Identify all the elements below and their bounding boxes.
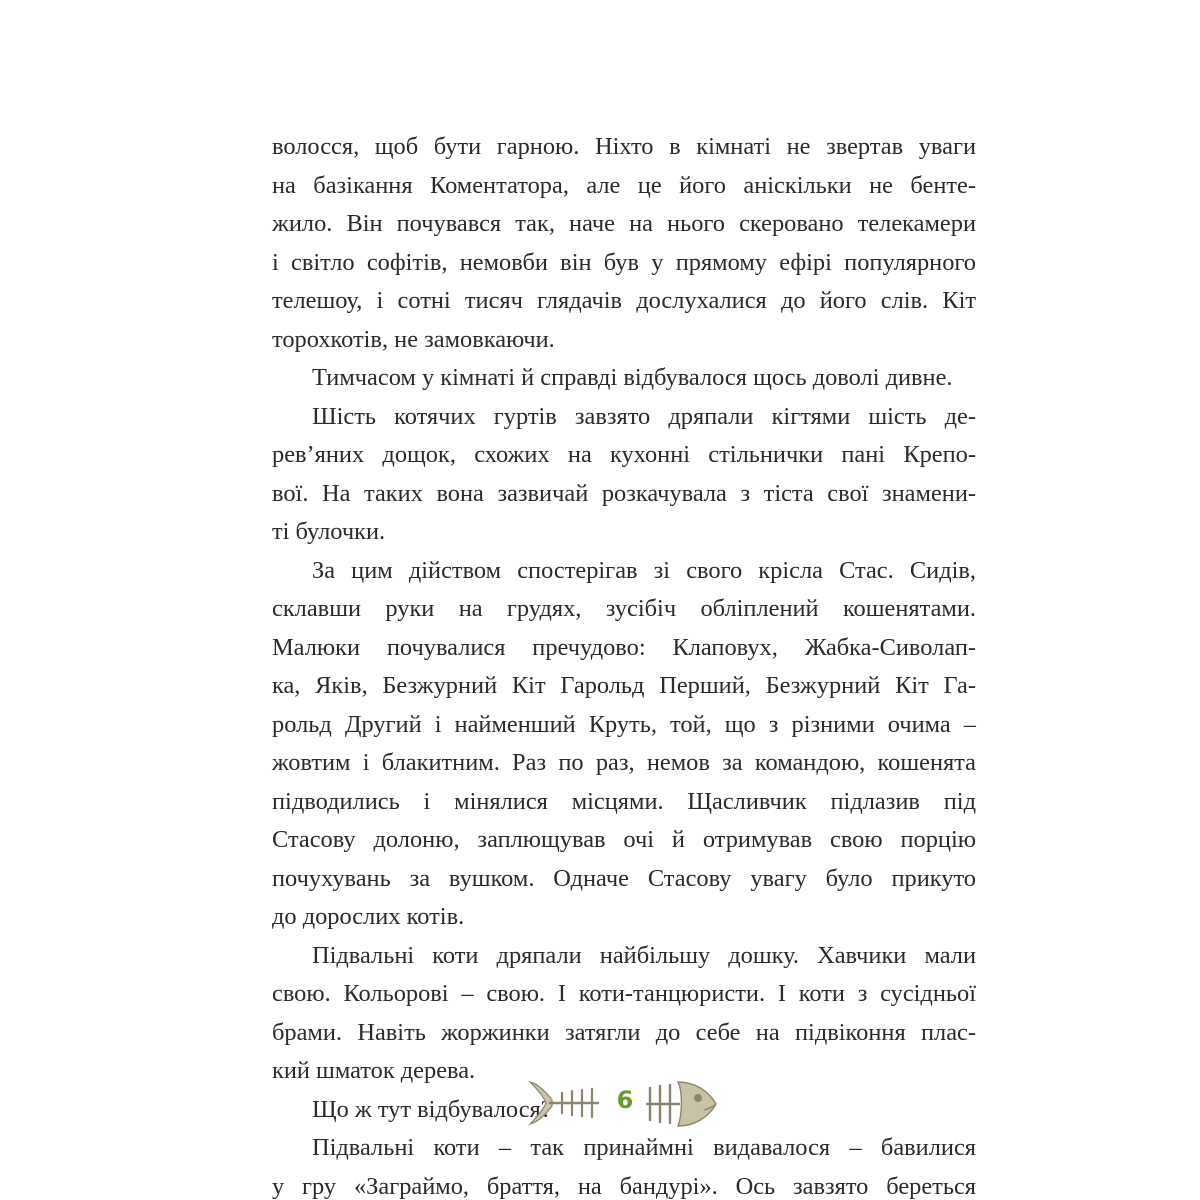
text-line: кий шматок дерева. <box>272 1057 476 1084</box>
text-line: Стасову долоню, заплющував очі й отримував свою порцію <box>272 826 976 853</box>
text-line: Підвальні коти дряпали найбільшу дошку. Хавчики мали <box>312 941 976 969</box>
text-line: свою. Кольорові – свою. І коти-танцюристи. І коти з сусідньої <box>272 980 976 1007</box>
page-number: 6 <box>616 1086 634 1114</box>
page-footer <box>528 1076 728 1156</box>
text-line: рев’яних дощок, схожих на кухонні стільнички пані Крепо- <box>272 441 976 468</box>
text-line: почухувань за вушком. Одначе Стасову увагу було прикуто <box>272 864 976 892</box>
text-line: торохкотів, не замовкаючи. <box>272 325 555 353</box>
text-line: у гру «Заграймо, браття, на бандурі». Ось завзято береться <box>272 1172 976 1200</box>
text-line: рольд Другий і найменший Круть, той, що з різними очима – <box>272 710 976 738</box>
text-line: Малюки почувалися пречудово: Клаповух, Жабка-Сиволап- <box>272 633 976 661</box>
text-line: і світло софітів, немовби він був у прямому ефірі популярного <box>272 248 976 276</box>
text-line: ка, Яків, Безжурний Кіт Гарольд Перший, Безжурний Кіт Га- <box>272 672 976 699</box>
body-text <box>272 128 976 1200</box>
text-line: Підвальні коти – так принаймні видавалося – бавилися <box>312 1134 976 1161</box>
text-line: За цим дійством спостерігав зі свого крісла Стас. Сидів, <box>312 556 976 584</box>
text-line: до дорослих котів. <box>272 903 465 930</box>
text-line: вої. На таких вона зазвичай розкачувала з тіста свої знамени- <box>272 479 976 507</box>
text-line: ті булочки. <box>272 518 386 545</box>
text-line: склавши руки на грудях, зусібіч обліплений кошенятами. <box>272 595 976 622</box>
text-line: жило. Він почувався так, наче на нього скеровано телекамери <box>272 210 976 237</box>
text-line: Що ж тут відбувалося? <box>312 1095 552 1123</box>
text-line: жовтим і блакитним. Раз по раз, немов за командою, кошенята <box>272 749 976 776</box>
text-line: Шість котячих гуртів завзято дряпали кігтями шість де- <box>312 402 976 430</box>
text-line: підводились і мінялися місцями. Щасливчик підлазив під <box>272 787 976 815</box>
fish-head-bones-icon <box>646 1076 718 1132</box>
text-line: волосся, щоб бути гарною. Ніхто в кімнаті не звертав уваги <box>272 133 976 160</box>
text-line: телешоу, і сотні тисяч глядачів дослухалися до його слів. Кіт <box>272 287 976 314</box>
fish-tail-bones-icon <box>528 1078 600 1128</box>
text-line: Тимчасом у кімнаті й справді відбувалося щось доволі дивне. <box>312 364 953 391</box>
text-line: брами. Навіть жоржинки затягли до себе на підвіконня плас- <box>272 1018 976 1046</box>
text-line: на базікання Коментатора, але це його аніскільки не бенте- <box>272 171 976 199</box>
